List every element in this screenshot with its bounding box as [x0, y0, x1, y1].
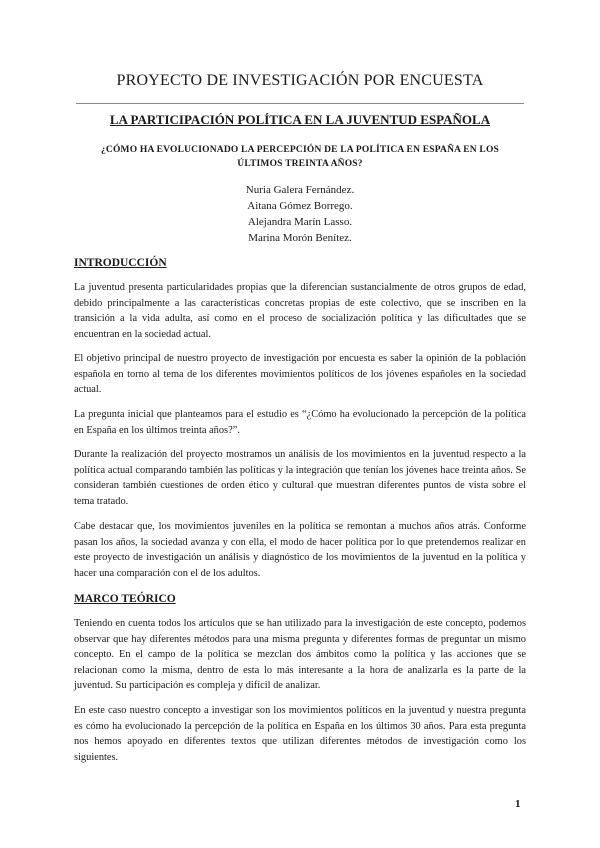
body-paragraph: El objetivo principal de nuestro proyecto de investigación por encuesta es saber la opinión de la población española en torno al tema de los diferentes movimientos políticos de los jóvenes españoles en la sociedad actual.: [74, 353, 526, 395]
document-title: PROYECTO DE INVESTIGACIÓN POR ENCUESTA: [116, 72, 484, 89]
author-list: [0, 182, 600, 246]
document-subtitle: LA PARTICIPACIÓN POLÍTICA EN LA JUVENTUD ESPAÑOLA: [109, 112, 491, 127]
author-name: Alejandra Marín Lasso.: [247, 216, 353, 228]
body-paragraph: La pregunta inicial que planteamos para el estudio es “¿Cómo ha evolucionado la percepción de la política en España en los últimos treinta años?”.: [74, 409, 526, 436]
research-question: ¿CÓMO HA EVOLUCIONADO LA PERCEPCIÓN DE LA POLÍTICA EN ESPAÑA EN LOS ÚLTIMOS TREINTA AÑOS?: [100, 145, 500, 169]
body-paragraph: En este caso nuestro concepto a investigar son los movimientos políticos en la juventud y nuestra pregunta es cómo ha evolucionado la percepción de la política en España en los últimos 30 años. Para esta pregunta nos hemos apoyado en diferentes textos que utilizan diferentes métodos de investigación como los siguientes.: [74, 705, 526, 763]
section-heading-introduccion: INTRODUCCIÓN: [74, 257, 167, 269]
author-name: Aitana Gómez Borrego.: [247, 200, 353, 212]
body-paragraph: Durante la realización del proyecto mostramos un análisis de los movimientos en la juventud respecto a la política actual comparando también las políticas y la integración que tenían los jóvenes hace treinta años. Se consideran también cuestiones de orden ético y cultural que muestran diferentes puntos de vista sobre el tema tratado.: [74, 449, 526, 507]
body-paragraph: La juventud presenta particularidades propias que la diferencian sustancialmente de otros grupos de edad, debido principalmente a las características concretas propias de este colectivo, que se inscriben en la transición a la vida adulta, así como en el proceso de socialización política y las dificultades que se encuentran en la sociedad actual.: [74, 282, 526, 340]
section-heading-marco-teorico: MARCO TEÓRICO: [74, 593, 176, 605]
body-paragraph: Cabe destacar que, los movimientos juveniles en la política se remontan a muchos años atrás. Conforme pasan los años, la sociedad avanza y con ella, el modo de hacer política por lo que pretendemos realizar en este proyecto de investigación un análisis y diagnóstico de los movimientos de la juventud en la política y hacer una comparación con el de los adultos.: [74, 521, 526, 579]
author-name: Marina Morón Benítez.: [248, 232, 352, 244]
body-paragraph: Teniendo en cuenta todos los artículos que se han utilizado para la investigación de este concepto, podemos observar que hay diferentes métodos para una misma pregunta y diferentes formas de preguntar un mismo concepto. En el campo de la política se mezclan dos ámbitos como la política y las acciones que se relacionan como la misma, dentro de esta lo más interesante a la hora de analizarla es la parte de la juventud. Su participación es compleja y difícil de analizar.: [74, 618, 526, 691]
author-name: Nuria Galera Fernández.: [245, 184, 355, 196]
title-divider: [76, 103, 524, 104]
page-number: 1: [515, 798, 521, 810]
